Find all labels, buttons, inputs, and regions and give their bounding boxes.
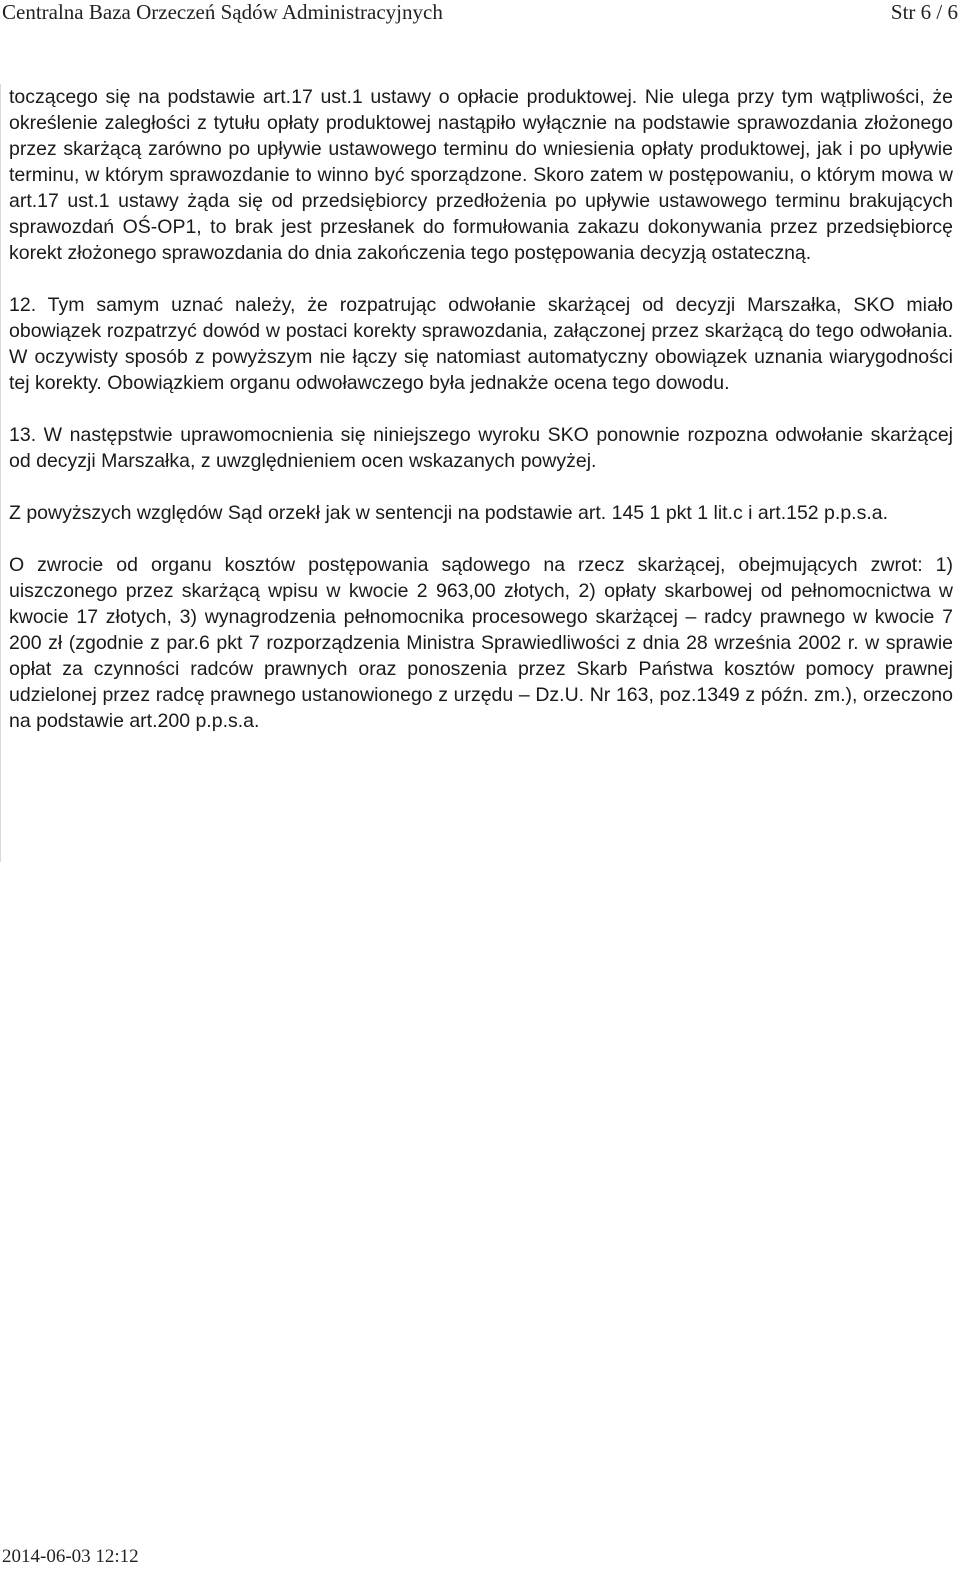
paragraph-costs: O zwrocie od organu kosztów postępowania sądowego na rzecz skarżącej, obejmujących zwrot: 1) uiszczonego przez skarżącą wpisu w kwocie 2 963,00 złotych, 2) opłaty skarbowej od pełnomocnictwa w kwocie 17 złotych, 3) wynagrodzenia pełnomocnika procesowego skarżącej – radcy prawnego w kwocie 7 200 zł (zgodnie z par.6 pkt 7 rozporządzenia Ministra Sprawiedliwości z dnia 28 września 2002 r. w sprawie opłat za czynności radców prawnych oraz ponoszenia przez Skarb Państwa kosztów pomocy prawnej udzielonej przez radcę prawnego ustanowionego z urzędu – Dz.U. Nr 163, poz.1349 z późn. zm.), orzeczono na podstawie art.200 p.p.s.a.: [9, 554, 953, 732]
page-header: [0, 0, 960, 30]
site-title: Centralna Baza Orzeczeń Sądów Administracyjnych: [2, 0, 443, 24]
paragraph-13: 13. W następstwie uprawomocnienia się niniejszego wyroku SKO ponownie rozpozna odwołanie skarżącej od decyzji Marszałka, z uwzględnieniem ocen wskazanych powyżej.: [9, 424, 953, 472]
document-body: [0, 84, 953, 862]
print-timestamp: 2014-06-03 12:12: [2, 1546, 139, 1567]
paragraph-12: 12. Tym samym uznać należy, że rozpatrując odwołanie skarżącej od decyzji Marszałka, SKO miało obowiązek rozpatrzyć dowód w postaci korekty sprawozdania, załączonej przez skarżącą do tego odwołania. W oczywisty sposób z powyższym nie łączy się natomiast automatyczny obowiązek uznania wiarygodności tej korekty. Obowiązkiem organu odwoławczego była jednakże ocena tego dowodu.: [9, 294, 953, 394]
page-number: Str 6 / 6: [890, 0, 958, 24]
paragraph-ruling-basis: Z powyższych względów Sąd orzekł jak w sentencji na podstawie art. 145 1 pkt 1 lit.c i art.152 p.p.s.a.: [9, 502, 889, 524]
paragraph-continuation: toczącego się na podstawie art.17 ust.1 ustawy o opłacie produktowej. Nie ulega przy tym wątpliwości, że określenie zaległości z tytułu opłaty produktowej nastąpiło wyłącznie na podstawie sprawozdania złożonego przez skarżącą zarówno po upływie ustawowego terminu do wniesienia opłaty produktowej, jak i po upływie terminu, w którym sprawozdanie to winno być sporządzone. Skoro zatem w postępowaniu, o którym mowa w art.17 ust.1 ustawy żąda się od przedsiębiorcy przedłożenia po upływie ustawowego terminu brakujących sprawozdań OŚ-OP1, to brak jest przesłanek do formułowania zakazu dokonywania przez przedsiębiorcę korekt złożonego sprawozdania do dnia zakończenia tego postępowania decyzją ostateczną.: [9, 86, 953, 264]
